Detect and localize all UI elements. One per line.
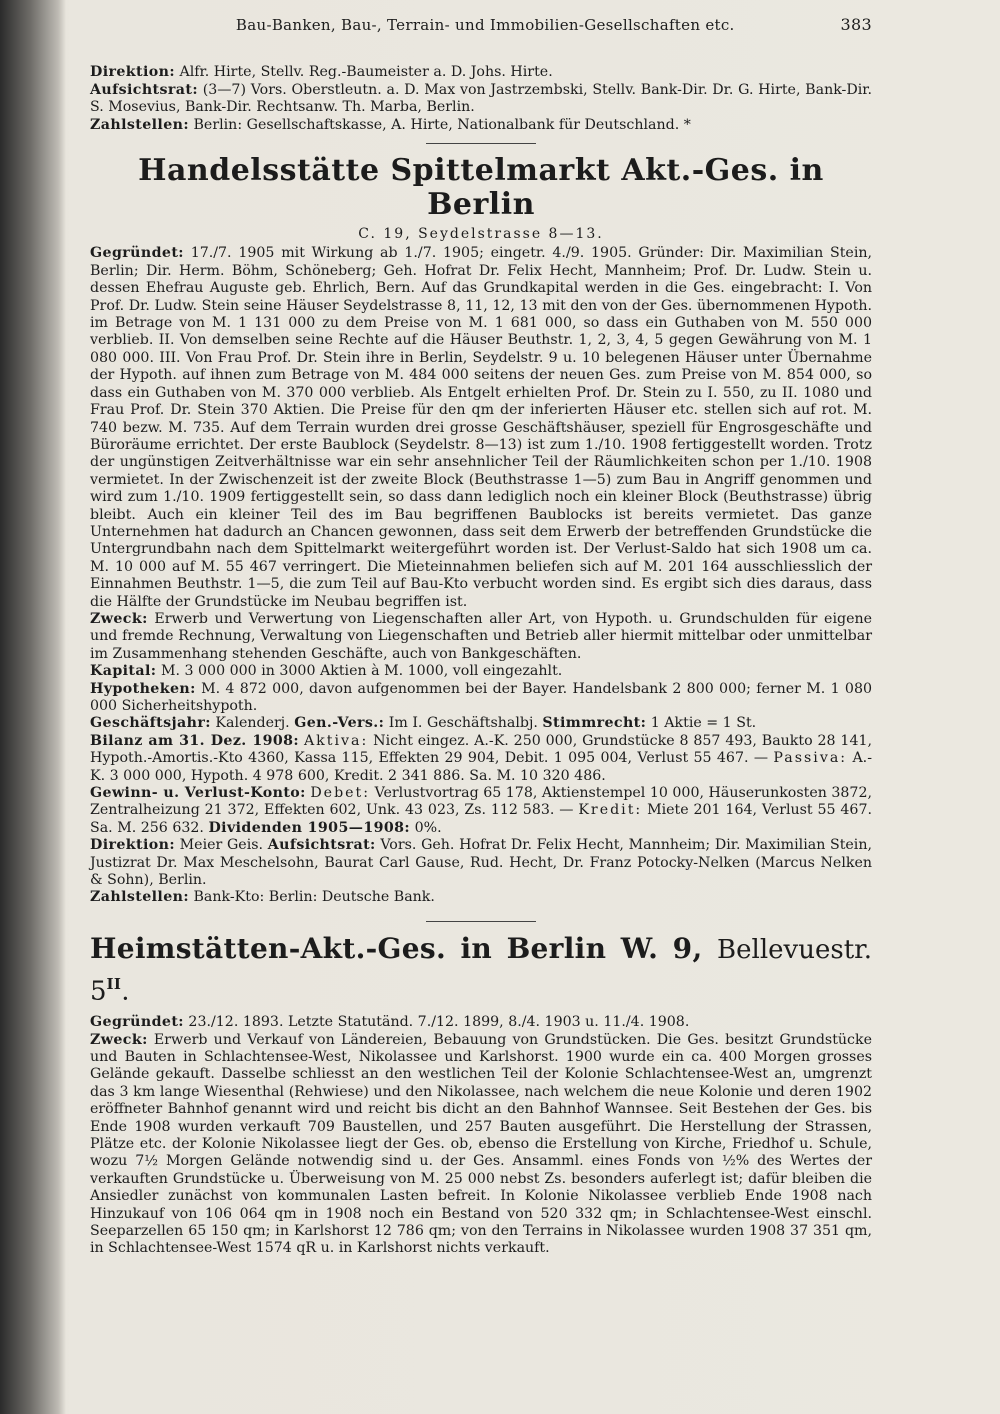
section-divider	[426, 921, 536, 922]
bilanz-paragraph	[90, 733, 872, 785]
value: Alfr. Hirte, Stellv. Reg.-Baumeister a. D. Johs. Hirte.	[179, 64, 553, 81]
section-divider	[426, 143, 536, 144]
value: Erwerb und Verwertung von Liegenschaften aller Art, von Hypoth. u. Grundschulden für eigene und fremde Rechnung, Verwaltung von Liegenschaften und Betrieb aller hiermit mittelbar oder unmittelbar im Zusammenhang stehenden Geschäfte, auch von Bankgeschäften.	[90, 610, 872, 662]
label: Gen.-Vers.:	[294, 715, 385, 732]
label: Zahlstellen:	[90, 116, 189, 133]
value: Vors. Geh. Hofrat Dr. Felix Hecht, Mannheim; Dir. Maximilian Stein, Justizrat Dr. Max Meschelsohn, Baurat Carl Gause, Rud. Hecht, Dr. Franz Potocky-Nelken (Marcus Nelken & Sohn), Berlin.	[90, 837, 872, 889]
value: Bank-Kto: Berlin: Deutsche Bank.	[193, 889, 435, 906]
value: 0%.	[414, 819, 442, 836]
page-number: 383	[840, 15, 872, 34]
label: Direktion:	[90, 837, 175, 854]
label: Aufsichtsrat:	[90, 81, 198, 98]
geschaeftsjahr-line	[90, 715, 872, 732]
kredit-label: Kredit:	[578, 802, 643, 819]
floor-superscript: II	[106, 974, 122, 993]
label: Zweck:	[90, 610, 148, 627]
value: Berlin: Gesellschaftskasse, A. Hirte, Nationalbank für Deutschland. *	[193, 116, 691, 133]
label: Gegründet:	[90, 1014, 184, 1031]
label: Dividenden 1905—1908:	[208, 819, 411, 836]
value: 23./12. 1893. Letzte Statutänd. 7./12. 1899, 8./4. 1903 u. 11./4. 1908.	[188, 1014, 690, 1031]
label: Zweck:	[90, 1031, 148, 1048]
value: Nicht eingez. A.-K. 250 000, Grundstücke 8 857 493, Baukto 28 141, Hypoth.-Amortis.-Kto 4360, Kassa 115, Effekten 29 904, Debit. 1 095 004, Verlust 55 467. —	[90, 732, 873, 767]
title-period: .	[121, 976, 130, 1007]
company-name: Heimstätten-Akt.-Ges. in Berlin W. 9,	[90, 931, 703, 965]
passiva-label: Passiva:	[773, 750, 848, 767]
document-body	[90, 16, 872, 1258]
value: M. 4 872 000, davon aufgenommen bei der Bayer. Handelsbank 2 800 000; ferner M. 1 080 000 Sicherheitshypoth.	[90, 680, 873, 714]
label: Bilanz am 31. Dez. 1908:	[90, 732, 300, 749]
zweck-paragraph	[90, 1032, 872, 1258]
company-title	[90, 932, 872, 1008]
binding-fold	[0, 0, 66, 1414]
label: Hypotheken:	[90, 680, 196, 697]
value: A.-K. 3 000 000, Hypoth. 4 978 600, Kredit. 2 341 886. Sa. M. 10 320 486.	[90, 750, 872, 784]
zweck-paragraph	[90, 611, 872, 663]
label: Stimmrecht:	[542, 715, 647, 732]
gegruendet-line	[90, 1014, 872, 1031]
running-title: Bau-Banken, Bau-, Terrain- und Immobilien-Gesellschaften etc.	[235, 16, 735, 34]
prev-aufsichtsrat	[90, 82, 872, 117]
prev-zahlstellen	[90, 117, 872, 134]
hypotheken-line	[90, 681, 872, 716]
prev-direktion	[90, 64, 872, 81]
guv-paragraph	[90, 785, 872, 837]
kapital-line	[90, 663, 872, 680]
zahlstellen-line	[90, 889, 872, 906]
value: Verlustvortrag 65 178, Aktienstempel 10 000, Häuserunkosten 3872, Zentralheizung 21 372, Effekten 602, Unk. 43 023, Zs. 112 583. —	[90, 785, 872, 819]
label: Gewinn- u. Verlust-Konto:	[90, 785, 306, 802]
label: Aufsichtsrat:	[267, 837, 376, 854]
value: (3—7) Vors. Oberstleutn. a. D. Max von Jastrzembski, Stellv. Bank-Dir. Dr. G. Hirte, Bank-Dir. S. Mosevius, Bank-Dir. Rechtsanw. Th. Marba, Berlin.	[90, 81, 872, 116]
label: Kapital:	[90, 663, 157, 680]
aktiva-label: Aktiva:	[303, 732, 369, 749]
direktion-paragraph	[90, 837, 872, 889]
gegruendet-paragraph	[90, 245, 872, 611]
value: 1 Aktie = 1 St.	[650, 715, 757, 732]
company-street: Bellevuestr. 5	[90, 934, 872, 1007]
value: Miete 201 164, Verlust 55 467. Sa. M. 256 632.	[90, 802, 872, 836]
value: M. 3 000 000 in 3000 Aktien à M. 1000, voll eingezahlt.	[160, 663, 563, 680]
company-address: C. 19, Seydelstrasse 8—13.	[358, 226, 604, 243]
value: Meier Geis.	[179, 837, 264, 854]
debet-label: Debet:	[310, 785, 371, 802]
label: Zahlstellen:	[90, 889, 189, 906]
label: Direktion:	[90, 64, 175, 81]
value: 17./7. 1905 mit Wirkung ab 1./7. 1905; eingetr. 4./9. 1905. Gründer: Dir. Maximilian Stein, Berlin; Dir. Herm. Böhm, Schöneberg; Geh. Hofrat Dr. Felix Hecht, Mannheim; Prof. Dr. Ludw. Stein u. dessen Ehefrau Auguste geb. Ehrlich, Bern. Auf das Grundkapital werden in die Ges. eingebracht: I. Von Prof. Dr. Ludw. Stein seine Häuser Seydelstrasse 8, 11, 12, 13 mit den von der Ges. übernommenen Hypoth. im Betrage von M. 1 131 000 zu dem Preise von M. 1 681 000, so dass ein Guthaben von M. 550 000 verblieb. II. Von demselben seine Rechte auf die Häuser Beuthstr. 1, 2, 3, 4, 5 gegen Gewährung von M. 1 080 000. III. Von Frau Prof. Dr. Stein ihre in Berlin, Seydelstr. 9 u. 10 belegenen Häuser unter Übernahme der Hypoth. auf ihnen zum Betrage von M. 484 000 seitens der neuen Ges. zum Preise von M. 854 000, so dass ein Guthaben von M. 370 000 verblieb. Als Entgelt erhielten Prof. Dr. Stein zu I. 550, zu II. 1080 und Frau Prof. Dr. Stein 370 Aktien. Die Preise für den qm der inferierten Häuser etc. stellen sich auf rot. M. 740 bezw. M. 735. Auf dem Terrain wurden drei grosse Geschäftshäuser, speziell für Engrosgeschäfte und Büroräume errichtet. Der erste Baublock (Seydelstr. 8—13) ist zum 1./10. 1908 fertiggestellt worden. Trotz der ungünstigen Zeitverhältnisse war ein sehr ansehnlicher Teil der Räumlichkeiten schon per 1./10. 1908 vermietet. In der Zwischenzeit ist der zweite Block (Beuthstrasse 1—5) zum Bau in Angriff genommen und wird zum 1./10. 1909 fertiggestellt sein, so dass dann lediglich noch ein kleiner Block (Beuthstrasse) übrig bleibt. Auch ein kleiner Teil des im Bau begriffenen Baublocks ist bereits vermietet. Das ganze Unternehmen hat dadurch an Chancen gewonnen, dass seit dem Erwerb der betreffenden Grundstücke die Untergrundbahn nach dem Spittelmarkt weitergeführt worden ist. Der Verlust-Saldo hat sich 1908 um ca. M. 10 000 auf M. 55 467 verringert. Die Mieteinnahmen beliefen sich auf M. 201 164 ausschliesslich der Einnahmen Beuthstr. 1—5, die zum Teil auf Bau-Kto verbucht worden sind. Es ergibt sich dies daraus, dass die Hälfte der Grundstücke im Neubau begriffen ist.	[90, 245, 872, 610]
value: Im I. Geschäftshalbj.	[388, 715, 538, 732]
running-header	[90, 16, 872, 34]
label: Gegründet:	[90, 245, 184, 262]
value: Kalenderj.	[215, 715, 290, 732]
label: Geschäftsjahr:	[90, 715, 211, 732]
value: Erwerb und Verkauf von Ländereien, Bebauung von Grundstücken. Die Ges. besitzt Grundstücke und Bauten in Schlachtensee-West, Nikolassee und Karlshorst. 1900 wurde ein ca. 400 Morgen grosses Gelände gekauft. Dasselbe schliesst an den westlichen Teil der Kolonie Schlachtensee-West an, umgrenzt das 3 km lange Wiesenthal (Rehwiese) und den Nikolassee, nach welchem die neue Kolonie und deren 1902 eröffneter Bahnhof genannt wird und reicht bis dicht an den Bahnhof Wannsee. Seit Bestehen der Ges. bis Ende 1908 wurden verkauft 709 Baustellen, und 257 Bauten ausgeführt. Die Herstellung der Strassen, Plätze etc. der Kolonie Nikolassee liegt der Ges. ob, ebenso die Erstellung von Kirche, Friedhof u. Schule, wozu 7½ Morgen Gelände notwendig sind u. der Ges. Ansamml. eines Fonds von ½% des Wertes der verkauften Grundstücke u. Überweisung von M. 25 000 nebst Zs. besonders auferlegt ist; dafür bleiben die Ansiedler zunächst von kommunalen Lasten befreit. In Kolonie Nikolassee verblieb Ende 1908 nach Hinzukauf von 106 064 qm in 1908 noch ein Bestand von 520 332 qm; in Schlachtensee-West einschl. Seeparzellen 65 150 qm; in Karlshorst 12 786 qm; von den Terrains in Nikolassee wurden 1908 37 351 qm, in Schlachtensee-West 1574 qR u. in Karlshorst nichts verkauft.	[90, 1031, 872, 1257]
company-title: Handelsstätte Spittelmarkt Akt.-Ges. in Berlin	[138, 153, 824, 223]
